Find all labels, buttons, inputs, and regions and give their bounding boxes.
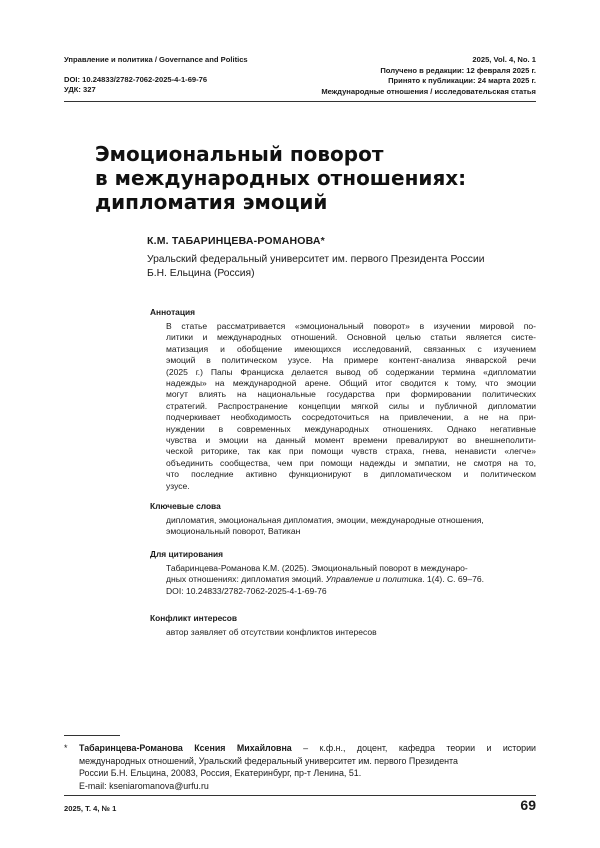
affiliation-line: Б.Н. Ельцина (Россия) xyxy=(147,267,537,281)
abstract-line: надежды» на международной арене. Общий итог сводится к тому, что эмоции xyxy=(166,378,536,389)
journal-title: Управление и политика xyxy=(326,574,423,584)
abstract-line: В статье рассматривается «эмоциональный поворот» в изучении мировой по- xyxy=(166,321,536,332)
citation-text-part: дных отношениях: дипломатия эмоций. xyxy=(166,574,326,584)
affiliation xyxy=(147,253,537,280)
doi: DOI: 10.24833/2782-7062-2025-4-1-69-76 xyxy=(64,75,248,86)
footnote-author-rank: – к.ф.н., доцент, кафедра теории и истории xyxy=(292,743,536,753)
citation-text-part: . 1(4). С. 69–76. xyxy=(422,574,484,584)
abstract-line: стратегий. Распространение концепции мягкой силы и публичной дипломатии xyxy=(166,401,536,412)
keywords-line: дипломатия, эмоциональная дипломатия, эмоции, международные отношения, xyxy=(166,515,536,526)
abstract-line: объединить сообщества, чем при помощи надежды и эмпатии, не смотря на то, xyxy=(166,458,536,469)
abstract-text xyxy=(166,321,536,492)
footer-divider xyxy=(64,795,536,796)
abstract-line: эмоций в политическом узусе. На примере контент-анализа январской речи xyxy=(166,355,536,366)
abstract-line: матизация и обобщение имеющихся исследований, связанных с изучением xyxy=(166,344,536,355)
article-section: Международные отношения / исследовательская статья xyxy=(321,87,536,98)
footnote-email: E-mail: kseniaromanova@urfu.ru xyxy=(79,780,536,793)
keywords-line: эмоциональный поворот, Ватикан xyxy=(166,526,536,537)
header-left xyxy=(64,55,248,96)
footnote-marker: * xyxy=(64,742,67,755)
journal-name: Управление и политика / Governance and Politics xyxy=(64,55,248,66)
footnote-line xyxy=(79,742,536,755)
conflict-text xyxy=(166,627,536,638)
udk: УДК: 327 xyxy=(64,85,248,96)
footnote-line: России Б.Н. Ельцина, 20083, Россия, Екатеринбург, пр-т Ленина, 51. xyxy=(79,767,536,780)
abstract-line: литики и международных отношений. Основной целью статьи является систе- xyxy=(166,332,536,343)
title-line: дипломатия эмоций xyxy=(95,190,515,214)
abstract-line: узусе. xyxy=(166,481,536,492)
abstract-line: ческой риторике, так как при помощи чувств страха, гнева, ненависти «легче» xyxy=(166,446,536,457)
affiliation-line: Уральский федеральный университет им. первого Президента России xyxy=(147,253,537,267)
keywords-text xyxy=(166,515,536,538)
conflict-heading: Конфликт интересов xyxy=(150,613,237,623)
title-line: Эмоциональный поворот xyxy=(95,142,515,166)
abstract-line: (2025 г.) Папы Франциска делается вывод об содержании термина «дипломатии xyxy=(166,367,536,378)
header-right xyxy=(321,55,536,97)
citation-heading: Для цитирования xyxy=(150,549,223,559)
footnote-author-name: Табаринцева-Романова Ксения Михайловна xyxy=(79,743,292,753)
title-line: в международных отношениях: xyxy=(95,166,515,190)
header-divider xyxy=(64,101,536,102)
author-footnote xyxy=(64,742,536,792)
citation-doi: DOI: 10.24833/2782-7062-2025-4-1-69-76 xyxy=(166,586,536,597)
volume: 2025, Vol. 4, No. 1 xyxy=(321,55,536,66)
author-name: К.М. ТАБАРИНЦЕВА-РОМАНОВА* xyxy=(147,235,325,247)
citation-line: Табаринцева-Романова К.М. (2025). Эмоциональный поворот в междунаро- xyxy=(166,563,536,574)
conflict-line: автор заявляет об отсутствии конфликтов интересов xyxy=(166,627,536,638)
abstract-line: чувства и эмоции на данный момент времени превалируют во внешнеполити- xyxy=(166,435,536,446)
footnote-divider xyxy=(64,735,120,736)
article-title xyxy=(95,142,515,214)
footer-issue: 2025, Т. 4, № 1 xyxy=(64,804,116,813)
abstract-heading: Аннотация xyxy=(150,307,195,317)
footnote-line: международных отношений, Уральский федеральный университет им. первого Президента xyxy=(79,755,536,768)
received-date: Получено в редакции: 12 февраля 2025 г. xyxy=(321,66,536,77)
citation-text xyxy=(166,563,536,597)
page-number: 69 xyxy=(520,797,536,813)
keywords-heading: Ключевые слова xyxy=(150,501,221,511)
abstract-line: нуждении в современных международных отношениях. Однако негативные xyxy=(166,424,536,435)
citation-line xyxy=(166,574,536,585)
abstract-line: подчеркивает необходимость сосредоточиться на привлечении, а не на при- xyxy=(166,412,536,423)
abstract-line: что последние активно функционируют в дипломатическом и политическом xyxy=(166,469,536,480)
abstract-line: могут влиять на национальные государства при формировании политических xyxy=(166,389,536,400)
accepted-date: Принято к публикации: 24 марта 2025 г. xyxy=(321,76,536,87)
